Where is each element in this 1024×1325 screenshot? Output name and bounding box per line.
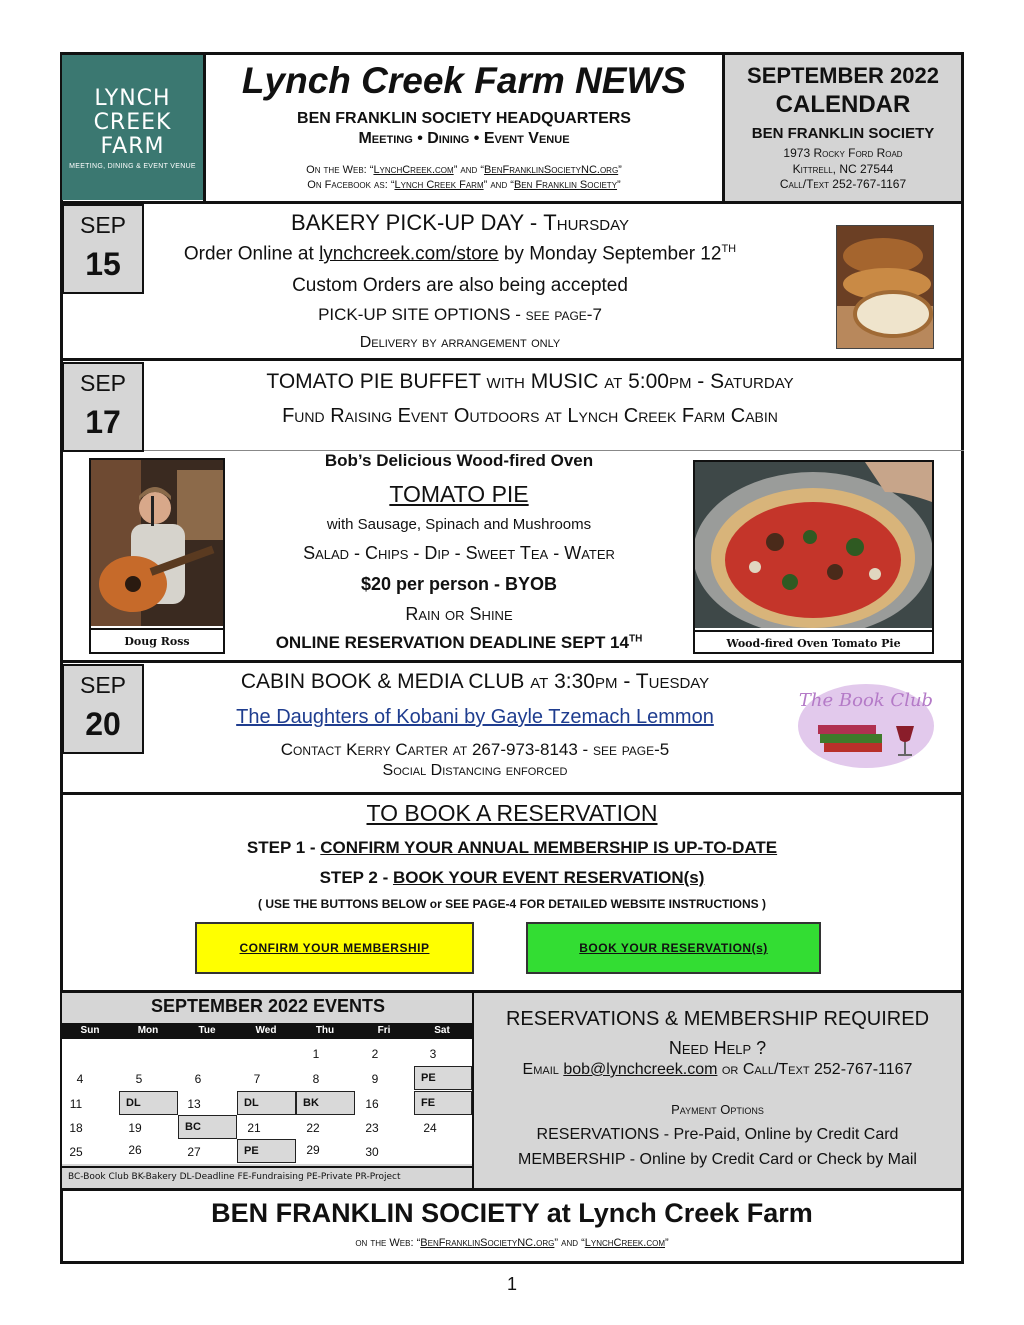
tomato-pie-title [146,370,914,394]
bread-photo [836,225,934,349]
order-post: by Monday September 12 [498,243,722,265]
tp-b: with [486,370,531,393]
date-day: 15 [85,246,121,282]
cal-day: 3 [429,1047,437,1061]
cal-day: 30 [365,1145,379,1159]
booking-title: TO BOOK A RESERVATION [366,800,658,826]
wd-thu: Thu [315,1025,335,1036]
footer-lynch-link[interactable]: LynchCreek.com [584,1237,665,1249]
pickup-see: see page-7 [525,305,602,324]
cal-day: 23 [365,1121,379,1135]
cal-day: 8 [312,1072,320,1086]
date-day: 20 [85,706,121,742]
fb-lynch-link[interactable]: Lynch Creek Farm [394,179,484,191]
address-line2: Kittrell, NC 27544 [792,162,894,176]
cal-day: 16 [365,1097,379,1111]
cal-day: 27 [187,1145,201,1159]
event-mark-fe: FE [414,1091,472,1115]
pickup-options [146,305,774,325]
fb-bfs-link[interactable]: Ben Franklin Society [513,179,618,191]
date-badge-sep20 [62,664,144,754]
email-prefix: Email [522,1061,564,1078]
step2-prefix: STEP 2 - [319,868,393,887]
cal-day: 6 [194,1072,202,1086]
pie-ingredients: with Sausage, Spinach and Mushrooms [326,516,592,533]
reservations-payment: RESERVATIONS - Pre-Paid, Online by Credit Card [536,1126,899,1143]
oven-line: Bob’s Delicious Wood-fired Oven [324,451,594,470]
divider-3 [60,660,964,663]
payment-options: Payment Options [671,1102,764,1117]
logo-line1: LYNCH [94,86,171,111]
delivery-line: Delivery by arrangement only [359,334,561,351]
book-title-link[interactable]: The Daughters of Kobani by Gayle Tzemach Lemmon [236,706,714,728]
cal-day: 4 [76,1072,84,1086]
date-badge-sep17 [62,362,144,452]
deadline-sup: TH [628,633,643,645]
book-club-logo-text: The Book Club [798,690,934,711]
date-badge-sep15 [62,204,144,294]
order-sup: TH [721,243,737,255]
book-reservation-button[interactable]: BOOK YOUR RESERVATION(s) [526,922,821,974]
footer-web-suffix: ” [665,1237,669,1249]
cal-day: 25 [69,1145,83,1159]
step1-text: CONFIRM YOUR ANNUAL MEMBERSHIP IS UP-TO-DATE [320,838,778,857]
calendar-legend: BC-Book Club BK-Bakery DL-Deadline FE-Fundraising PE-Private PR-Project [62,1166,472,1188]
calendar-title-line1: SEPTEMBER 2022 [747,63,939,88]
date-day: 17 [85,404,121,440]
fb-suffix: ” [617,179,621,191]
fb-prefix: On Facebook as: “ [307,179,395,191]
divider-4 [60,792,964,795]
pie-photo-frame [693,460,934,654]
rain-or-shine: Rain or Shine [405,604,513,624]
wd-wed: Wed [255,1025,277,1036]
guitar-player-photo [91,460,223,626]
fb-mid: ” and “ [483,179,514,191]
date-month: SEP [79,672,127,698]
tp-d: at [604,370,629,393]
step1-line [60,838,964,858]
calendar-header-panel [722,55,961,203]
email-post: or Call/Text 252-767-1167 [717,1061,913,1078]
book-club-title [146,670,804,694]
web-line [206,164,722,176]
fundraising-subtitle: Fund Raising Event Outdoors at Lynch Creek Farm Cabin [282,405,778,427]
page-number: 1 [506,1274,517,1294]
booking-note: ( USE THE BUTTONS BELOW or SEE PAGE-4 FOR DETAILED WEBSITE INSTRUCTIONS ) [257,897,767,911]
web-mid: ” and “ [453,164,485,176]
email-link[interactable]: bob@lynchcreek.com [563,1061,718,1078]
tp-f: pm - [668,370,711,393]
date-month: SEP [79,212,127,238]
footer-bfs-link[interactable]: BenFranklinSocietyNC.org [420,1237,555,1249]
cal-day: 9 [371,1072,379,1086]
contact-line [146,740,804,760]
footer-web-prefix: on the Web: “ [355,1237,421,1249]
divider-6 [60,1188,964,1191]
event-mark-dl: DL [119,1091,178,1115]
weekday-header [62,1023,472,1039]
order-pre: Order Online at [183,243,320,265]
bc-time: 3:30 [554,670,595,693]
venue-line: Meeting • Dining • Event Venue [358,130,570,147]
bc-day: Tuesday [635,670,710,693]
calendar-title: SEPTEMBER 2022 EVENTS [150,996,386,1016]
membership-payment: MEMBERSHIP - Online by Credit Card or Check by Mail [518,1151,917,1168]
web-prefix: On the Web: “ [306,164,374,176]
contact-text: Contact Kerry Carter at 267-973-8143 - [280,740,593,759]
wd-mon: Mon [137,1025,159,1036]
divider-2 [60,358,964,361]
cal-day: 24 [423,1121,437,1135]
need-help: Need Help ? [668,1038,767,1058]
cal-day: 21 [247,1121,261,1135]
cal-day: 22 [306,1121,320,1135]
online-deadline [228,633,690,653]
newsletter-subtitle: BEN FRANKLIN SOCIETY HEADQUARTERS [297,110,631,127]
lynchcreek-link[interactable]: LynchCreek.com [373,164,454,176]
bread-image [837,226,933,348]
deadline-text: ONLINE RESERVATION DEADLINE SEPT 14 [275,633,629,652]
bc-at: at [530,670,555,693]
pickup-text: PICK-UP SITE OPTIONS - [318,305,526,324]
menu-items: Salad - Chips - Dip - Sweet Tea - Water [303,543,615,563]
cal-day: 19 [128,1121,142,1135]
bc-title: CABIN BOOK & MEDIA CLUB [240,670,531,693]
cal-day: 13 [187,1097,201,1111]
confirm-membership-button[interactable]: CONFIRM YOUR MEMBERSHIP [195,922,474,974]
pie-photo-caption: Wood-fired Oven Tomato Pie [695,630,932,650]
event-mark-bk: BK [296,1091,355,1115]
calendar-title-line2: CALENDAR [775,91,911,118]
distancing-line: Social Distancing enforced [382,762,568,779]
tp-a: TOMATO PIE BUFFET [266,370,487,393]
wd-sat: Sat [434,1025,450,1036]
required-line: RESERVATIONS & MEMBERSHIP REQUIRED [505,1008,930,1030]
lynch-creek-farm-logo [62,55,203,200]
footer-title-a: BEN FRANKLIN SOCIETY [211,1198,547,1228]
bakery-title [146,210,774,236]
bfs-link[interactable]: BenFranklinSocietyNC.org [484,164,619,176]
cal-day: 2 [371,1047,379,1061]
logo-tagline: MEETING, DINING & EVENT VENUE [69,163,196,170]
footer-title [60,1198,964,1229]
wd-fri: Fri [377,1025,391,1036]
doug-ross-caption: Doug Ross [91,628,223,648]
wd-tue: Tue [198,1025,216,1036]
step1-prefix: STEP 1 - [246,838,321,857]
footer-web-line [60,1237,964,1249]
price-line: $20 per person - BYOB [360,574,558,594]
email-line [474,1061,961,1079]
tomato-pie-heading: TOMATO PIE [389,481,529,507]
contact-see: see page-5 [592,740,670,759]
tp-e: 5:00 [628,370,669,393]
doug-ross-frame [89,458,225,654]
org-name: BEN FRANKLIN SOCIETY [751,125,935,142]
newsletter-title: Lynch Creek Farm NEWS [241,60,687,101]
store-link[interactable]: lynchcreek.com/store [319,243,499,265]
facebook-line [206,179,722,191]
cal-day: 29 [306,1143,320,1157]
cal-day: 7 [253,1072,261,1086]
bakery-day: Thursday [543,210,629,235]
footer-web-mid: ” and “ [554,1237,585,1249]
event-mark-pe: PE [414,1066,472,1090]
bakery-title-text: BAKERY PICK-UP DAY - [291,210,544,235]
cal-day: 26 [128,1143,142,1157]
date-month: SEP [79,370,127,396]
phone-line: Call/Text 252-767-1167 [779,177,907,191]
logo-line3: FARM [100,134,165,159]
wd-sun: Sun [80,1025,100,1036]
step2-text: BOOK YOUR EVENT RESERVATION(s) [392,868,705,887]
tp-c: MUSIC [530,370,605,393]
custom-orders: Custom Orders are also being accepted [292,275,628,296]
logo-line2: CREEK [93,110,172,135]
order-line [146,243,774,265]
event-mark-bc: BC [178,1115,237,1139]
cal-day: 1 [312,1047,320,1061]
cal-day: 5 [135,1072,143,1086]
web-suffix: ” [618,164,622,176]
event-mark-dl: DL [237,1091,296,1115]
tp-g: Saturday [710,370,794,393]
footer-title-b: at Lynch Creek Farm [546,1198,813,1228]
event-mark-pe: PE [237,1139,296,1163]
cal-day: 18 [69,1121,83,1135]
address-line1: 1973 Rocky Ford Road [783,146,903,160]
step2-line [60,868,964,888]
cal-day: 11 [69,1097,83,1111]
bc-pm: pm - [594,670,636,693]
tomato-pie-photo [695,462,932,628]
divider-1 [60,201,964,204]
book-club-logo [796,682,936,770]
